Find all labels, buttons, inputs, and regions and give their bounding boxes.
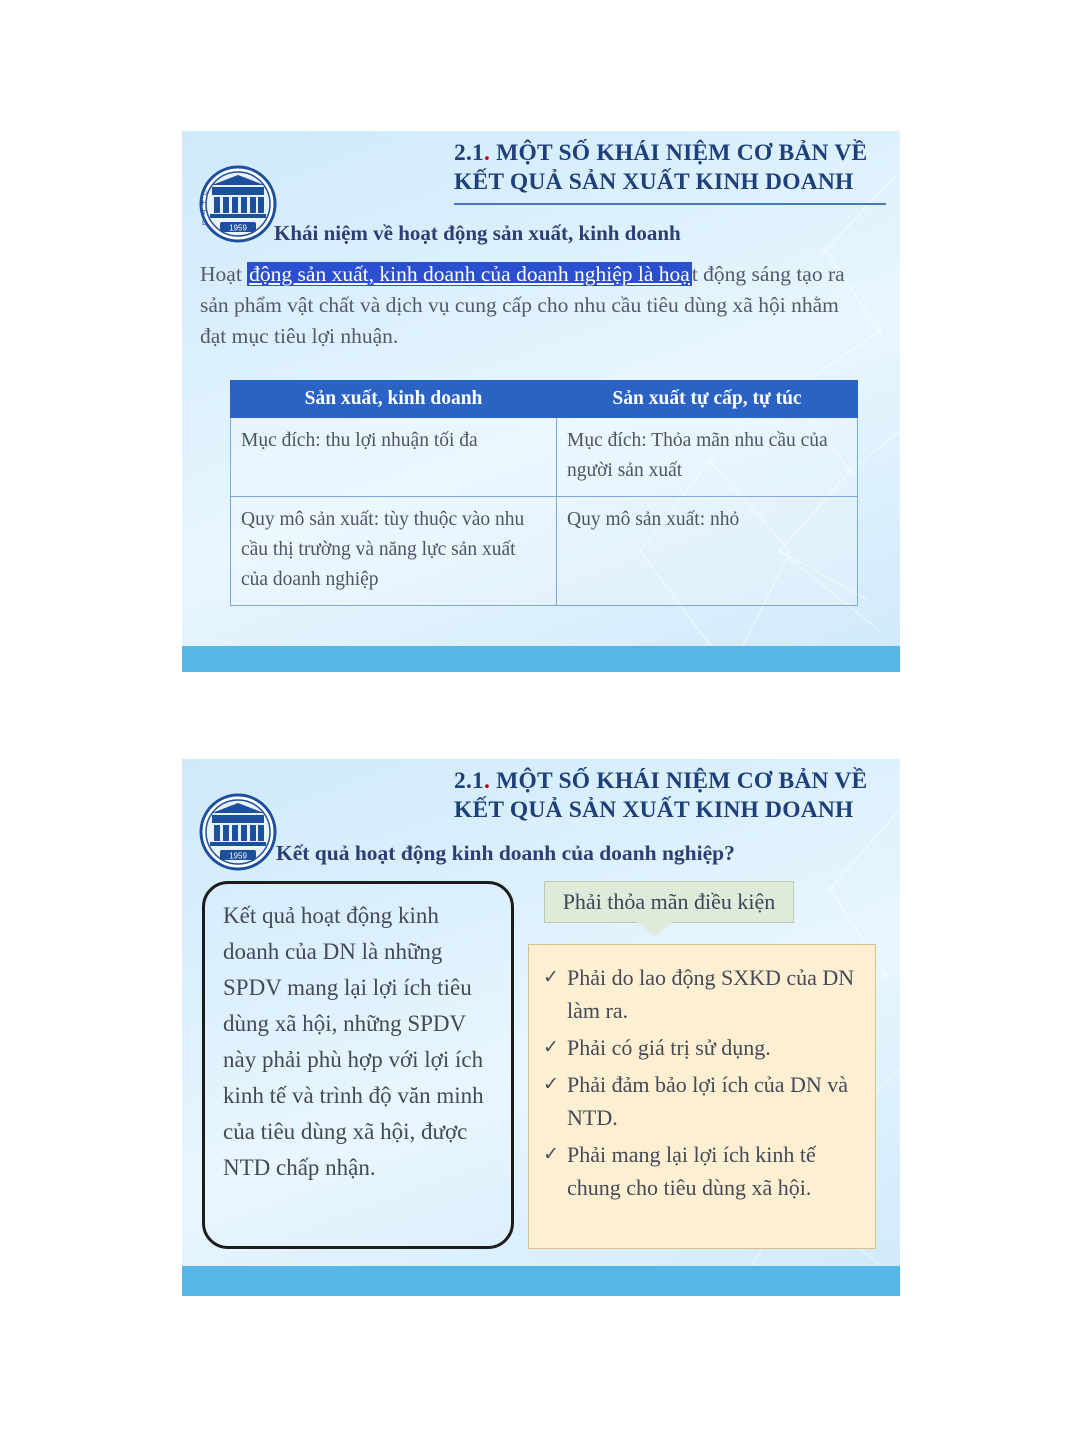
slide-1-title-prefix: 2.1 (454, 140, 484, 166)
university-logo-icon (190, 165, 286, 243)
slide-2-title (454, 767, 890, 825)
table-row (231, 497, 858, 606)
check-icon: ✓ (543, 967, 559, 988)
table-header-row (231, 381, 858, 418)
check-icon: ✓ (543, 1037, 559, 1058)
conditions-list (541, 961, 861, 1204)
condition-text: Phải do lao động SXKD của DN làm ra. (567, 965, 855, 1023)
slide-2-header (182, 759, 900, 837)
paragraph-post: t động sáng tạo ra sản phẩm vật chất và dịch vụ cung cấp cho nhu cầu tiêu dùng xã hội nhằm đạt mục tiêu lợi nhuận. (200, 262, 845, 348)
title-divider (454, 203, 886, 205)
table-cell-purpose-b: Mục đích: Thỏa mãn nhu cầu của người sản xuất (557, 418, 858, 497)
condition-text: Phải mang lại lợi ích kinh tế chung cho tiêu dùng xã hội. (567, 1142, 816, 1200)
paragraph-pre: Hoạt (200, 262, 248, 286)
table-header-cell-a: Sản xuất, kinh doanh (231, 381, 557, 418)
slide-2-subheading: Kết quả hoạt động kinh doanh của doanh nghiệp? (276, 841, 735, 865)
slide-2-title-dot: . (483, 768, 491, 794)
condition-text: Phải có giá trị sử dụng. (567, 1035, 771, 1060)
conditions-box (528, 944, 876, 1249)
list-item (541, 1031, 861, 1064)
slide-1-title-dot: . (483, 140, 491, 166)
list-item (541, 961, 861, 1027)
svg-text:1959: 1959 (229, 851, 247, 861)
table-row (231, 418, 858, 497)
logo-year: 1959 (229, 223, 247, 233)
svg-text:L: L (202, 220, 206, 227)
banner-arrow-icon (637, 922, 673, 936)
slide-1-footer-bar (182, 646, 900, 672)
paragraph-highlight: động sản xuất, kinh doanh của doanh nghiệp là hoạ (249, 262, 690, 286)
slide-1-paragraph (200, 259, 870, 352)
svg-text:H: H (202, 200, 208, 207)
condition-text: Phải đảm bảo lợi ích của DN và NTD. (567, 1072, 849, 1130)
definition-box: Kết quả hoạt động kinh doanh của DN là những SPDV mang lại lợi ích tiêu dùng xã hội, những SPDV này phải phù hợp với lợi ích kinh tế và trình độ văn minh của tiêu dùng xã hội, được NTD chấp nhận. (202, 881, 514, 1249)
condition-banner: Phải thỏa mãn điều kiện (544, 881, 794, 923)
slide-1-title (454, 139, 890, 197)
check-icon: ✓ (543, 1074, 559, 1095)
slide-2-title-text: MỘT SỐ KHÁI NIỆM CƠ BẢN VỀ KẾT QUẢ SẢN XUẤT KINH DOANH (454, 768, 868, 823)
slide-1-header (182, 131, 900, 209)
slide-1-title-text: MỘT SỐ KHÁI NIỆM CƠ BẢN VỀ KẾT QUẢ SẢN XUẤT KINH DOANH (454, 140, 868, 195)
table-cell-scale-a: Quy mô sản xuất: tùy thuộc vào nhu cầu thị trường và năng lực sản xuất của doanh nghiệp (231, 497, 557, 606)
list-item (541, 1068, 861, 1134)
logo-letters: Đ (202, 190, 208, 197)
comparison-table (230, 380, 858, 606)
slide-2-footer-bar (182, 1266, 900, 1296)
svg-text:T: T (202, 210, 207, 217)
slide-1 (182, 131, 900, 672)
slide-1-subheading: Khái niệm về hoạt động sản xuất, kinh doanh (274, 221, 681, 245)
list-item (541, 1138, 861, 1204)
slide-2-title-prefix: 2.1 (454, 768, 484, 794)
university-logo-icon (190, 793, 286, 871)
table-cell-purpose-a: Mục đích: thu lợi nhuận tối đa (231, 418, 557, 497)
table-cell-scale-b: Quy mô sản xuất: nhỏ (557, 497, 858, 606)
check-icon: ✓ (543, 1144, 559, 1165)
slide-2 (182, 759, 900, 1296)
table-header-cell-b: Sản xuất tự cấp, tự túc (557, 381, 858, 418)
